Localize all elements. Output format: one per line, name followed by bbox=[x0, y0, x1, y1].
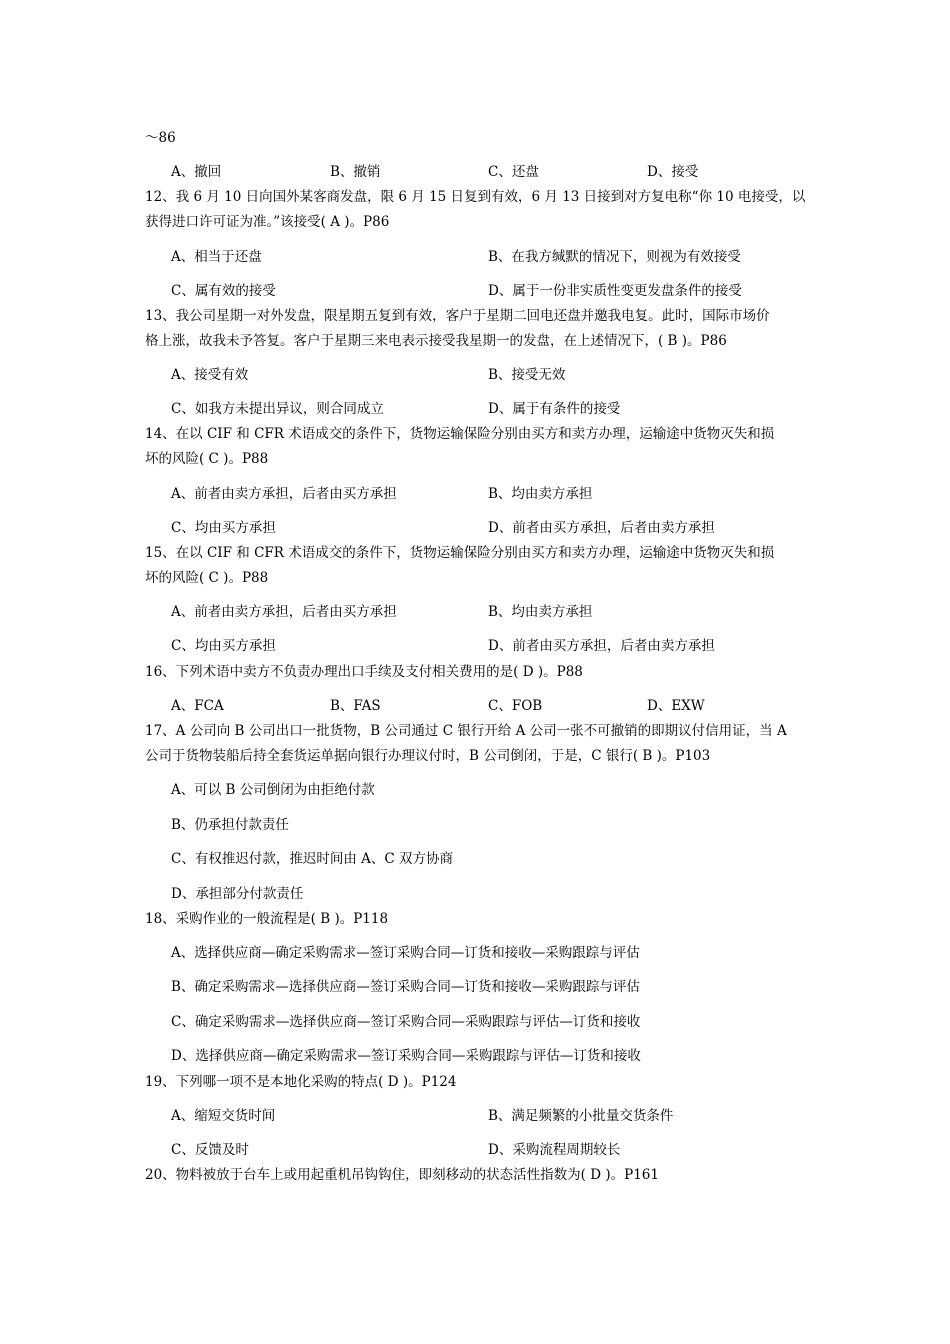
q13-option-a: A、接受有效 bbox=[171, 367, 249, 383]
q15-option-d: D、前者由买方承担，后者由卖方承担 bbox=[488, 638, 715, 654]
q15-option-b: B、均由卖方承担 bbox=[488, 604, 593, 620]
q16-option-b: B、FAS bbox=[330, 698, 381, 714]
q17-option-c: C、有权推迟付款，推迟时间由 A、C 双方协商 bbox=[171, 851, 453, 867]
q13-option-c: C、如我方未提出异议，则合同成立 bbox=[171, 401, 384, 417]
q19-option-b: B、满足频繁的小批量交货条件 bbox=[488, 1108, 674, 1124]
q11-option-c: C、还盘 bbox=[488, 164, 539, 180]
q16-option-c: C、FOB bbox=[488, 698, 543, 714]
q14-option-c: C、均由买方承担 bbox=[171, 520, 276, 536]
q17-option-d: D、承担部分付款责任 bbox=[171, 886, 304, 902]
q16-option-d: D、EXW bbox=[647, 698, 705, 714]
q13-option-b: B、接受无效 bbox=[488, 367, 566, 383]
q11-option-b: B、撤销 bbox=[330, 164, 381, 180]
q15-option-c: C、均由买方承担 bbox=[171, 638, 276, 654]
q19-option-a: A、缩短交货时间 bbox=[171, 1108, 276, 1124]
q17-option-a: A、可以 B 公司倒闭为由拒绝付款 bbox=[171, 782, 375, 798]
q13-option-d: D、属于有条件的接受 bbox=[488, 401, 621, 417]
q12-question-line2: 获得进口许可证为准。”该接受( A )。P86 bbox=[145, 214, 390, 230]
q13-question-line1: 13、我公司星期一对外发盘，限星期五复到有效，客户于星期二回电还盘并邀我电复。此时，国际市场价 bbox=[145, 308, 770, 324]
q12-option-d: D、属于一份非实质性变更发盘条件的接受 bbox=[488, 283, 742, 299]
q14-option-d: D、前者由买方承担，后者由卖方承担 bbox=[488, 520, 715, 536]
q14-option-b: B、均由卖方承担 bbox=[488, 486, 593, 502]
q14-option-a: A、前者由卖方承担，后者由买方承担 bbox=[171, 486, 397, 502]
q19-option-c: C、反馈及时 bbox=[171, 1142, 249, 1158]
q18-option-d: D、选择供应商—确定采购需求—签订采购合同—采购跟踪与评估—订货和接收 bbox=[171, 1048, 641, 1064]
q17-question-line1: 17、A 公司向 B 公司出口一批货物，B 公司通过 C 银行开给 A 公司一张不可撤销的即期议付信用证，当 A bbox=[145, 723, 787, 739]
q12-option-c: C、属有效的接受 bbox=[171, 283, 276, 299]
q20-question-line1: 20、物料被放于台车上或用起重机吊钩钩住，即刻移动的状态活性指数为( D )。P161 bbox=[145, 1167, 659, 1183]
q13-question-line2: 格上涨，故我未予答复。客户于星期三来电表示接受我星期一的发盘，在上述情况下，( B )。P86 bbox=[145, 333, 727, 349]
q16-question-line1: 16、下列术语中卖方不负责办理出口手续及支付相关费用的是( D )。P88 bbox=[145, 664, 583, 680]
q11-option-d: D、接受 bbox=[647, 164, 699, 180]
q19-option-d: D、采购流程周期较长 bbox=[488, 1142, 621, 1158]
q11-option-a: A、撤回 bbox=[171, 164, 222, 180]
q18-question-line1: 18、采购作业的一般流程是( B )。P118 bbox=[145, 911, 389, 927]
q18-option-c: C、确定采购需求—选择供应商—签订采购合同—采购跟踪与评估—订货和接收 bbox=[171, 1014, 641, 1030]
q15-option-a: A、前者由卖方承担，后者由买方承担 bbox=[171, 604, 397, 620]
q15-question-line1: 15、在以 CIF 和 CFR 术语成交的条件下，货物运输保险分别由买方和卖方办理，运输途中货物灭失和损 bbox=[145, 545, 775, 561]
q15-question-line2: 坏的风险( C )。P88 bbox=[145, 570, 269, 586]
q12-question-line1: 12、我 6 月 10 日向国外某客商发盘，限 6 月 15 日复到有效，6 月 13 日接到对方复电称“你 10 电接受，以 bbox=[145, 189, 806, 205]
q18-option-a: A、选择供应商—确定采购需求—签订采购合同—订货和接收—采购跟踪与评估 bbox=[171, 945, 640, 961]
q17-question-line2: 公司于货物装船后持全套货运单据向银行办理议付时，B 公司倒闭，于是，C 银行( B )。P103 bbox=[145, 748, 711, 764]
q12-option-b: B、在我方缄默的情况下，则视为有效接受 bbox=[488, 249, 741, 265]
page-fragment-reference: ～86 bbox=[145, 130, 176, 146]
q14-question-line2: 坏的风险( C )。P88 bbox=[145, 451, 269, 467]
q12-option-a: A、相当于还盘 bbox=[171, 249, 262, 265]
q14-question-line1: 14、在以 CIF 和 CFR 术语成交的条件下，货物运输保险分别由买方和卖方办理，运输途中货物灭失和损 bbox=[145, 426, 775, 442]
q17-option-b: B、仍承担付款责任 bbox=[171, 817, 289, 833]
q18-option-b: B、确定采购需求—选择供应商—签订采购合同—订货和接收—采购跟踪与评估 bbox=[171, 979, 640, 995]
q16-option-a: A、FCA bbox=[171, 698, 224, 714]
q19-question-line1: 19、下列哪一项不是本地化采购的特点( D )。P124 bbox=[145, 1074, 457, 1090]
